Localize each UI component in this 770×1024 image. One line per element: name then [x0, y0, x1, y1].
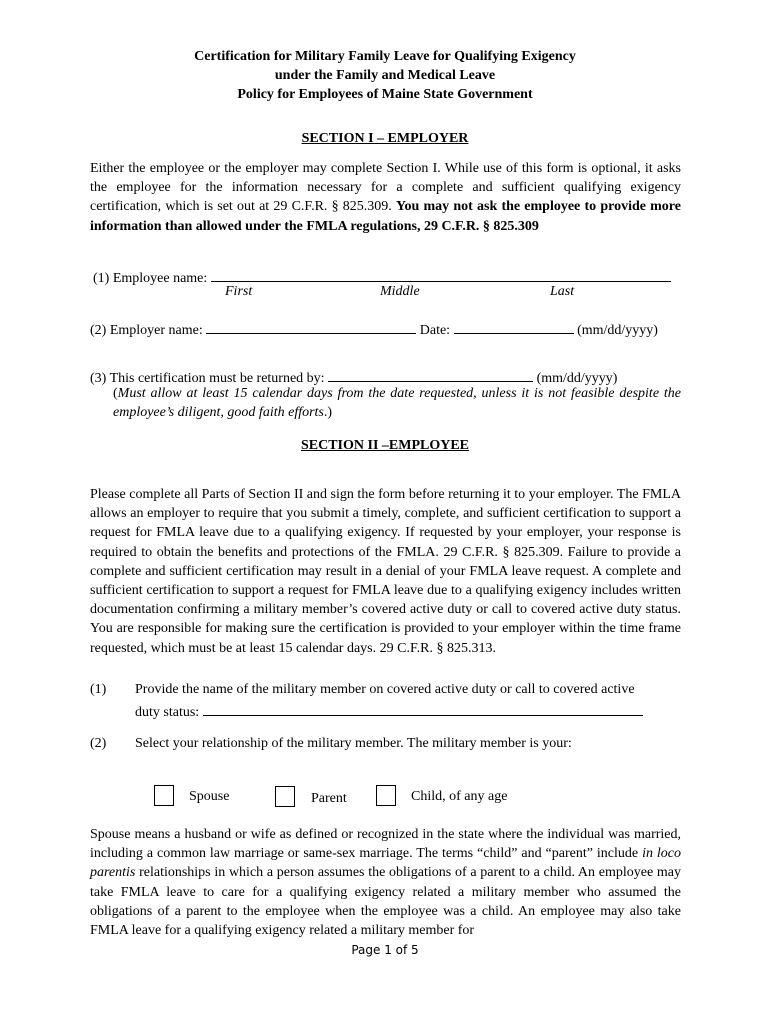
title-line-1: Certification for Military Family Leave for Qualifying Exigency — [194, 49, 576, 64]
last-name-label: Last — [550, 284, 575, 299]
return-by-note — [113, 384, 681, 422]
definition-italic: in loco parentis — [90, 846, 681, 881]
title-line-2: under the Family and Medical Leave — [274, 68, 496, 83]
note-close: .) — [323, 405, 333, 421]
employer-name-field[interactable] — [206, 319, 416, 334]
date-field[interactable] — [454, 319, 574, 334]
middle-name-label: Middle — [380, 284, 420, 299]
spouse-label: Spouse — [189, 789, 230, 804]
item-1-text-2: duty status: — [135, 705, 200, 720]
date-format-hint: (mm/dd/yyyy) — [577, 323, 658, 338]
military-member-name-field[interactable] — [203, 701, 643, 716]
definition-text-b: relationships in which a person assumes the obligations of a parent to a child. An employee may take FMLA leave to care for a qualifying exigency related a military member who assumed the obligations of a parent to the employee when the employee was a child. An employee may also take FMLA leave for a qualifying exigency related a military member for — [90, 865, 681, 939]
item-2-number: (2) — [90, 736, 107, 751]
section-1-intro-warning: You may not ask the employee to provide more information than allowed under the FMLA regulations, 29 C.F.R. § 825.309 — [90, 199, 681, 234]
section-1-intro — [90, 159, 681, 236]
employer-name-label: (2) Employer name: — [90, 323, 203, 338]
section-1-heading: SECTION I – EMPLOYER — [301, 131, 469, 146]
return-by-note-text: Must allow at least 15 calendar days from the date requested, unless it is not feasible despite the employee’s diligent, good faith efforts — [113, 386, 681, 421]
title-line-3: Policy for Employees of Maine State Government — [237, 87, 533, 102]
date-label: Date: — [419, 323, 451, 338]
item-1-text: Provide the name of the military member on covered active duty or call to covered active — [135, 682, 635, 697]
child-label: Child, of any age — [411, 789, 508, 804]
relationship-definition — [90, 825, 681, 940]
section-2-intro: Please complete all Parts of Section II and sign the form before returning it to your employer. The FMLA allows an employer to require that you submit a timely, complete, and sufficient certification to support a request for FMLA leave due to a qualifying exigency. If requested by your employer, your response is required to obtain the benefits and protections of the FMLA. 29 C.F.R. § 825.309. Failure to provide a complete and sufficient certification may result in a denial of your FMLA leave request. A complete and sufficient certification to support a request for FMLA leave due to a qualifying exigency includes written documentation confirming a military member’s covered active duty or call to covered active duty status. You are responsible for making sure the certification is provided to your employer within the time frame requested, which must be at least 15 calendar days. 29 C.F.R. § 825.313. — [90, 487, 681, 656]
return-by-label: (3) This certification must be returned by: — [90, 371, 325, 386]
section-2-heading: SECTION II –EMPLOYEE — [300, 438, 470, 453]
item-1-number: (1) — [90, 682, 107, 697]
page-number: Page 1 of 5 — [351, 943, 419, 957]
return-by-format-hint: (mm/dd/yyyy) — [536, 371, 618, 386]
employee-name-label: (1) Employee name: — [93, 271, 208, 286]
item-2-text: Select your relationship of the military member. The military member is your: — [135, 736, 572, 751]
form-title — [90, 47, 680, 104]
note-open: ( — [113, 386, 118, 401]
parent-label: Parent — [311, 791, 347, 806]
parent-checkbox[interactable] — [275, 786, 295, 807]
spouse-checkbox[interactable] — [154, 785, 174, 806]
employee-name-field[interactable] — [211, 267, 671, 282]
section-1-intro-text: Either the employee or the employer may complete Section I. While use of this form is optional, it asks the employee for the information necessary for a complete and sufficient qualifying exigency certification, which is set out at 29 C.F.R. § 825.309. — [90, 161, 681, 215]
child-checkbox[interactable] — [376, 785, 396, 806]
employer-name-row — [90, 319, 658, 339]
definition-text-a: Spouse means a husband or wife as defined or recognized in the state where the individual was married, including a common law marriage or same-sex marriage. The terms “child” and “parent” include — [90, 827, 681, 862]
item-1-row-2 — [135, 701, 643, 721]
return-by-field[interactable] — [328, 367, 533, 382]
first-name-label: First — [225, 284, 253, 299]
